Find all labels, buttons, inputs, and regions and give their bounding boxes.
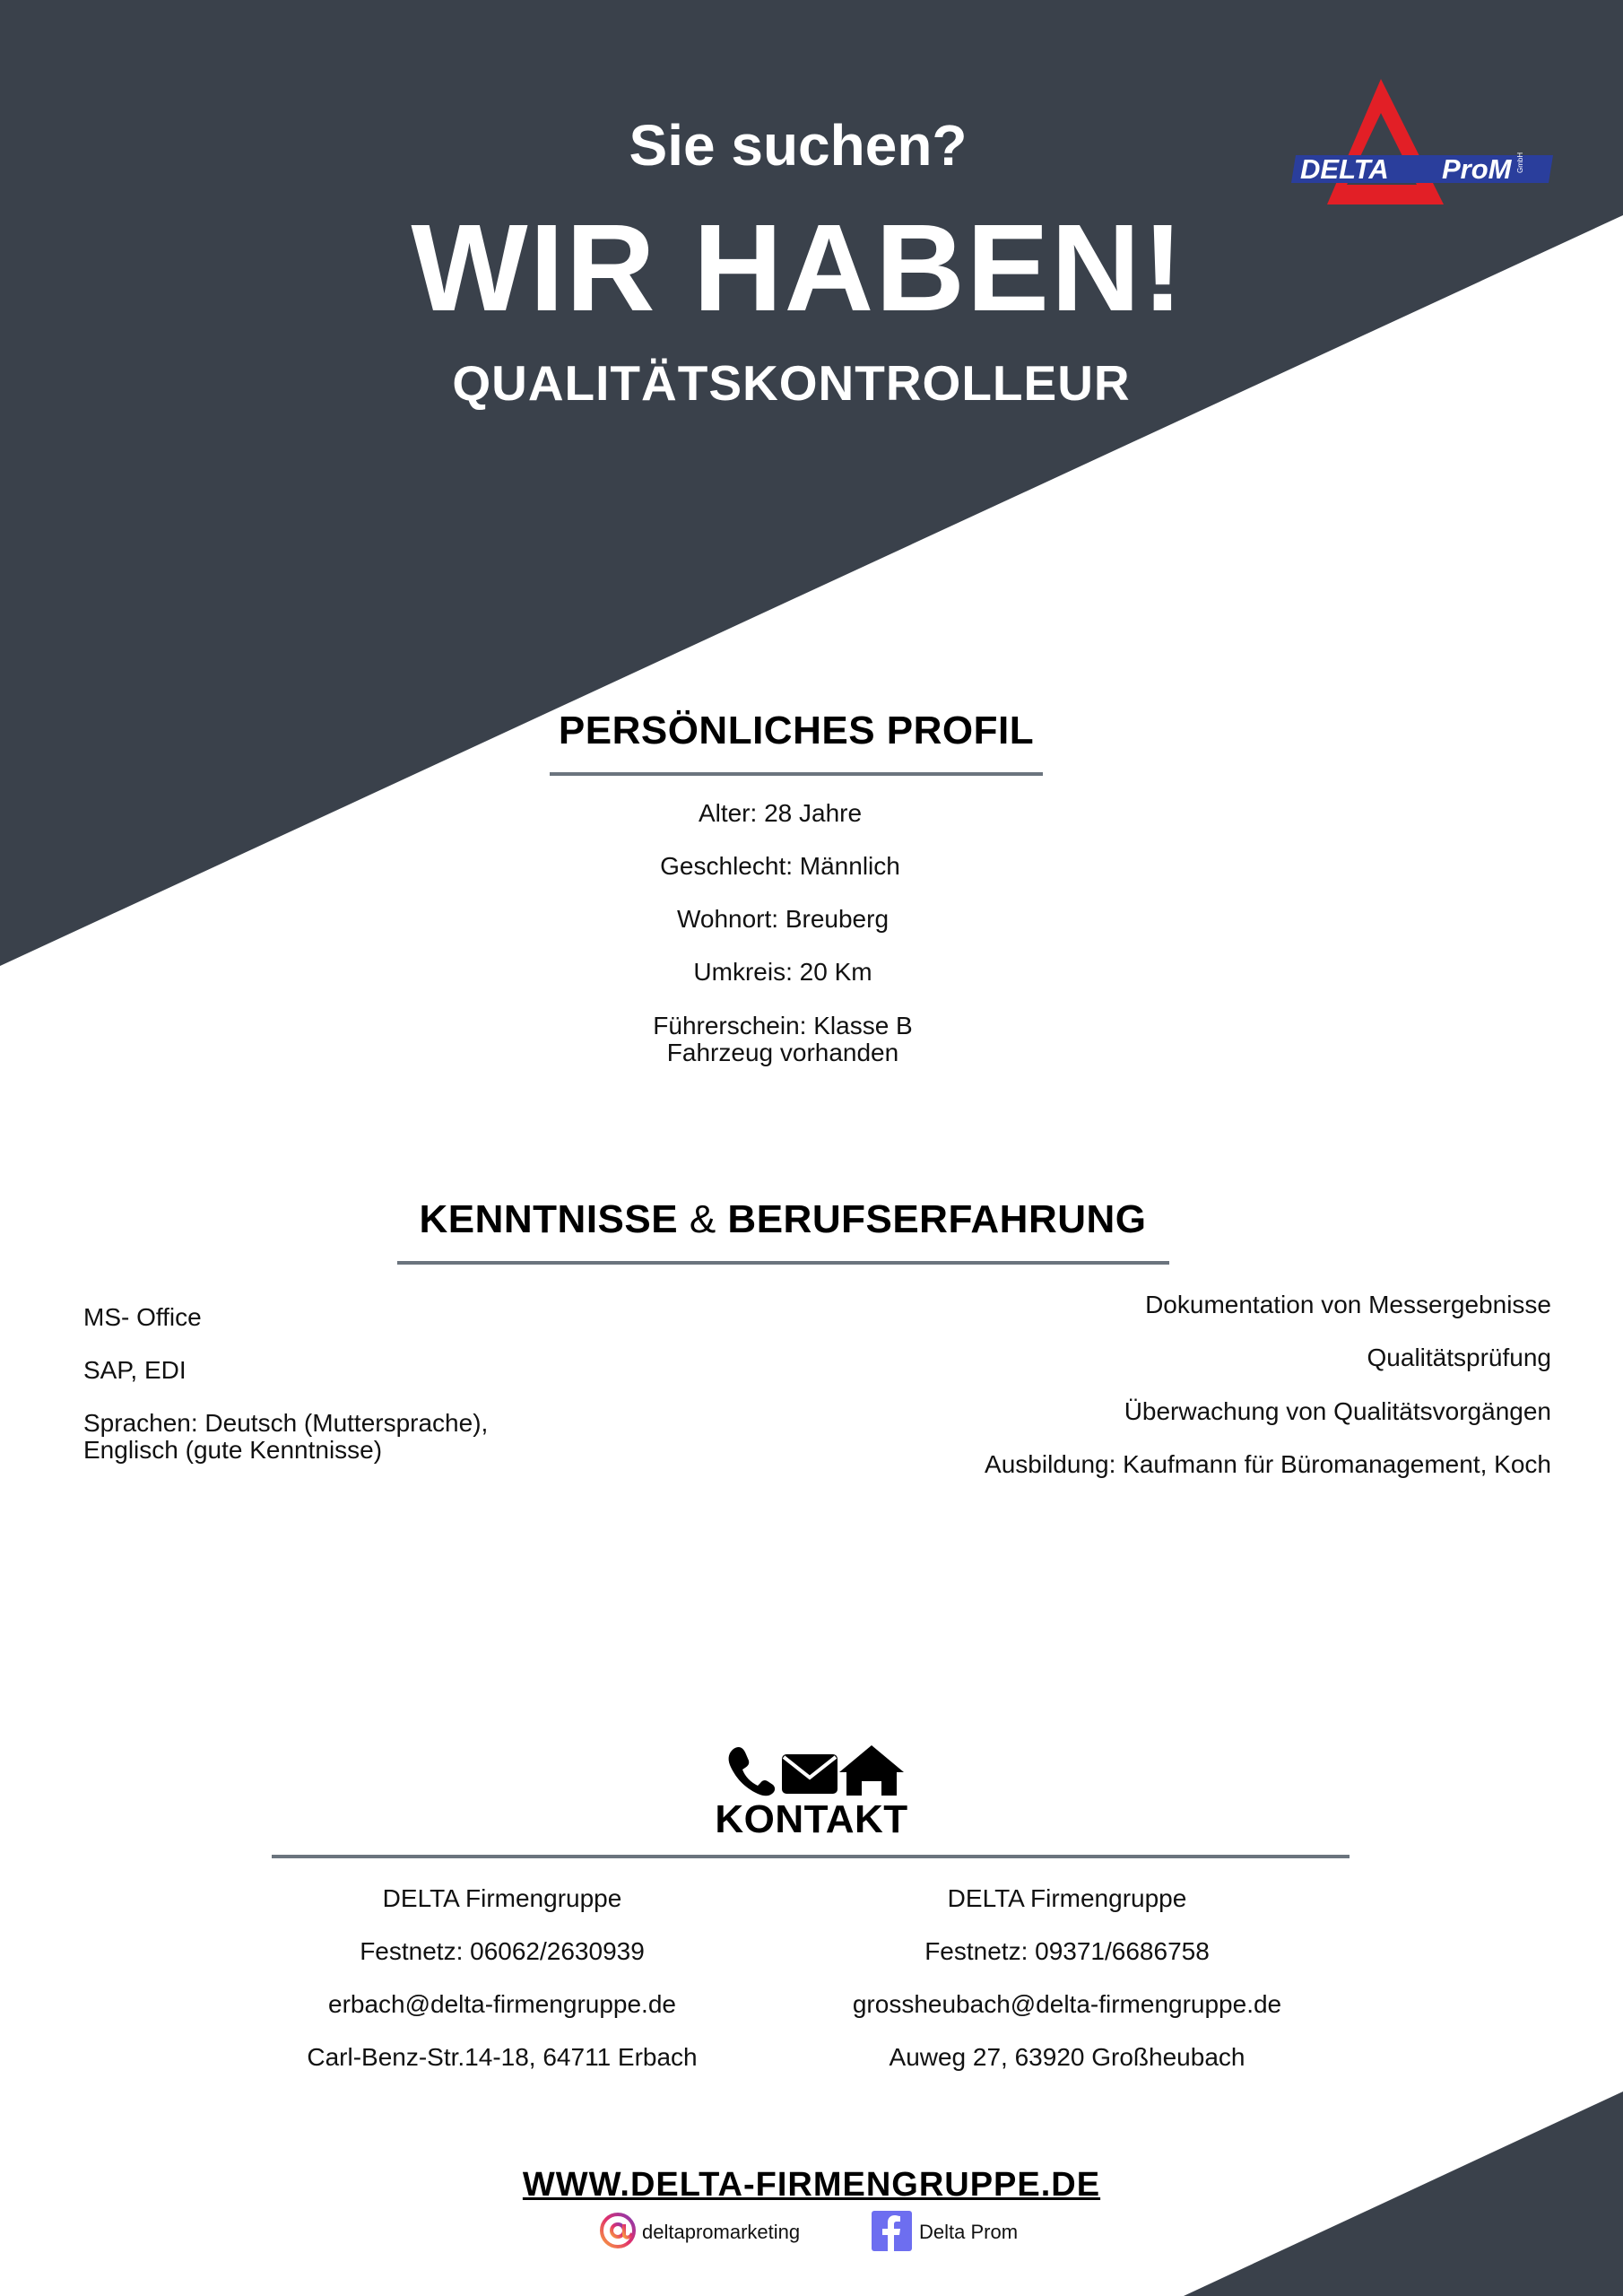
skills-title bbox=[0, 1197, 1566, 1242]
home-icon bbox=[839, 1745, 904, 1796]
experience-monitoring: Überwachung von Qualitätsvorgängen bbox=[1124, 1397, 1551, 1425]
skills-title-part2: BERUFSERFAHRUNG bbox=[727, 1197, 1147, 1241]
job-title: QUALITÄTSKONTROLLEUR bbox=[452, 355, 1131, 411]
office2-email[interactable]: grossheubach@delta-firmengruppe.de bbox=[852, 1990, 1282, 2018]
office2-phone: Festnetz: 09371/6686758 bbox=[924, 1937, 1210, 1965]
logo-right-text: ProM bbox=[1442, 153, 1512, 185]
header-headline: WIR HABEN! bbox=[411, 199, 1185, 337]
profile-residence: Wohnort: Breuberg bbox=[676, 905, 890, 933]
office1-address: Carl-Benz-Str.14-18, 64711 Erbach bbox=[307, 2043, 698, 2071]
skill-languages-line1: Sprachen: Deutsch (Muttersprache), bbox=[83, 1409, 489, 1437]
profile-age: Alter: 28 Jahre bbox=[698, 799, 863, 827]
office1-phone: Festnetz: 06062/2630939 bbox=[360, 1937, 645, 1965]
website-link[interactable]: WWW.DELTA-FIRMENGRUPPE.DE bbox=[522, 2166, 1101, 2204]
contact-icons bbox=[726, 1744, 906, 1797]
office1-email[interactable]: erbach@delta-firmengruppe.de bbox=[328, 1990, 676, 2018]
profile-license: Führerschein: Klasse B bbox=[653, 1012, 913, 1039]
skill-sap-edi: SAP, EDI bbox=[83, 1356, 187, 1384]
experience-training: Ausbildung: Kaufmann für Büromanagement, Koch bbox=[985, 1450, 1551, 1478]
office2-address: Auweg 27, 63920 Großheubach bbox=[889, 2043, 1245, 2071]
facebook-icon bbox=[872, 2211, 912, 2251]
contact-divider bbox=[272, 1855, 1350, 1858]
skill-ms-office: MS- Office bbox=[83, 1303, 202, 1331]
profile-vehicle: Fahrzeug vorhanden bbox=[666, 1039, 899, 1066]
delta-prom-logo bbox=[1291, 79, 1553, 213]
envelope-icon bbox=[782, 1754, 838, 1794]
experience-documentation: Dokumentation von Messergebnisse bbox=[1145, 1291, 1551, 1318]
skills-title-amp: & bbox=[689, 1197, 716, 1241]
office1-company: DELTA Firmengruppe bbox=[382, 1884, 622, 1912]
skills-divider bbox=[397, 1261, 1169, 1265]
profile-title: PERSÖNLICHES PROFIL bbox=[558, 709, 1035, 752]
profile-gender: Geschlecht: Männlich bbox=[660, 852, 900, 880]
phone-icon bbox=[729, 1747, 776, 1796]
instagram-at-icon bbox=[598, 2211, 638, 2250]
skills-title-part1: KENNTNISSE bbox=[419, 1197, 679, 1241]
profile-radius: Umkreis: 20 Km bbox=[693, 958, 872, 986]
instagram-handle[interactable]: deltapromarketing bbox=[642, 2221, 801, 2243]
office2-company: DELTA Firmengruppe bbox=[947, 1884, 1187, 1912]
contact-title: KONTAKT bbox=[715, 1797, 908, 1841]
logo-small-text: GmbH bbox=[1516, 152, 1524, 173]
header-kicker: Sie suchen? bbox=[629, 113, 968, 178]
experience-quality-check: Qualitätsprüfung bbox=[1367, 1344, 1551, 1371]
skill-languages-line2: Englisch (gute Kenntnisse) bbox=[83, 1436, 383, 1464]
logo-left-text: DELTA bbox=[1300, 153, 1389, 185]
profile-divider bbox=[550, 772, 1043, 776]
facebook-page[interactable]: Delta Prom bbox=[919, 2221, 1019, 2243]
